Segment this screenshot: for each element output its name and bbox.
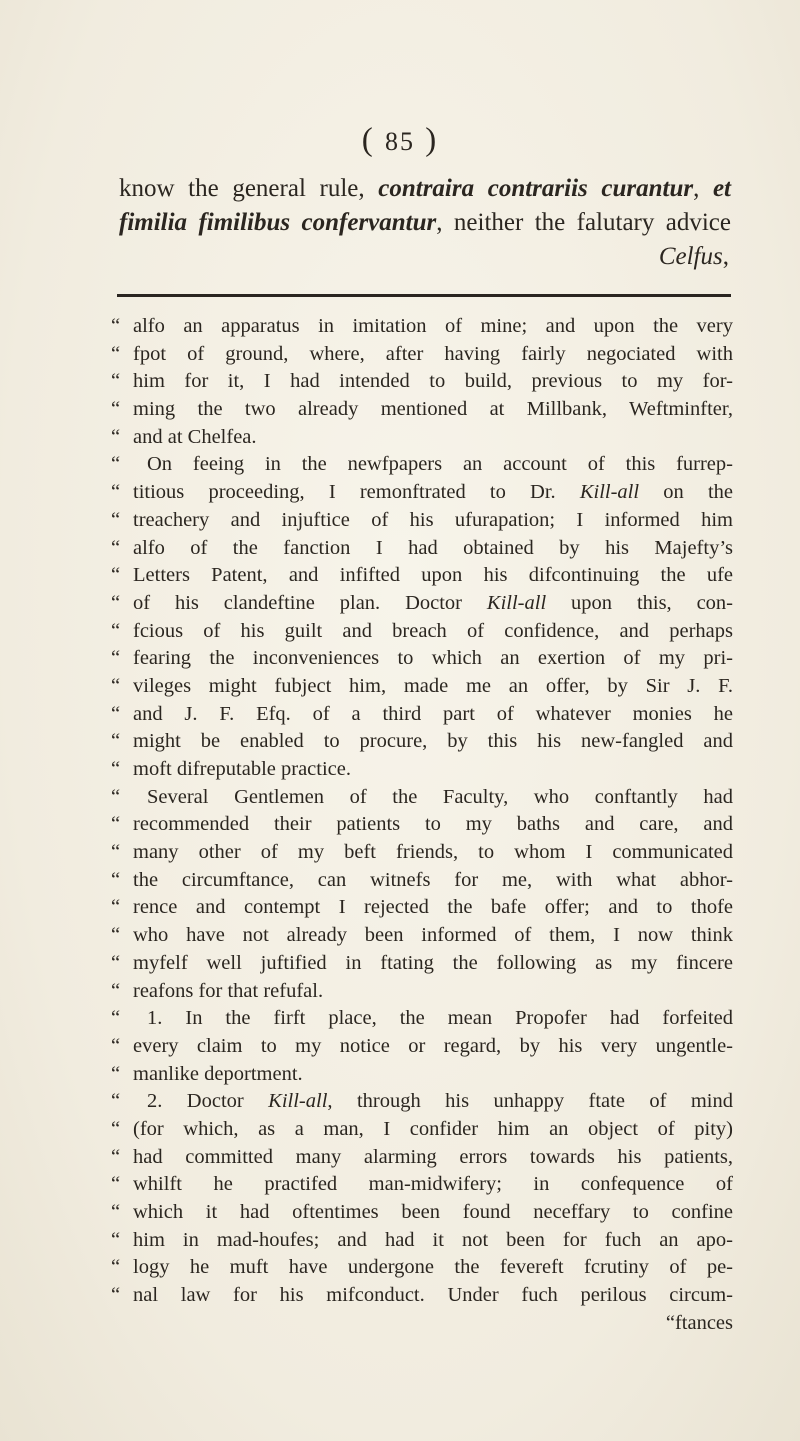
page-number: ( 85 ): [361, 122, 439, 158]
text-line: “ had committed many alarming errors towards his patients,: [111, 1145, 733, 1168]
quoted-text-block: [111, 313, 733, 1337]
text-line: “ which it had oftentimes been found neceffary to confine: [111, 1201, 733, 1223]
text-line: “ recommended their patients to my baths and care, and: [111, 813, 733, 836]
text-line: “ (for which, as a man, I confider him an object of pity): [111, 1117, 733, 1140]
text-line: “ vileges might fubject him, made me an offer, by Sir J. F.: [111, 674, 733, 697]
horizontal-rule: [117, 294, 731, 297]
text-line: “ manlike deportment.: [111, 1062, 303, 1085]
text-line: “ On feeing in the newfpapers an account of this furrep-: [111, 453, 733, 476]
text-line: “ nal law for his mifconduct. Under fuch perilous circum-: [111, 1284, 733, 1307]
text-line: “ fpot of ground, where, after having fairly negociated with: [111, 342, 733, 365]
latin-phrase-1: contraira contrariis curantur: [378, 175, 694, 202]
top-line-2: fimilia fimilibus confervantur, neither the falutary advice: [119, 209, 731, 236]
catchword: Celfus,: [658, 243, 729, 270]
text-line: “ reafons for that refufal.: [111, 979, 324, 1002]
latin-phrase-2: fimilia fimilibus confervantur: [119, 209, 437, 236]
top-paragraph: [119, 172, 731, 274]
text-line: “ might be enabled to procure, by this his new-fangled and: [111, 730, 733, 753]
text-line: “ Letters Patent, and infifted upon his difcontinuing the ufe: [111, 564, 733, 587]
text-line: “ titious proceeding, I remonftrated to Dr. Kill-all on the: [111, 481, 733, 504]
text-line: “ logy he muft have undergone the fevereft fcrutiny of pe-: [111, 1256, 733, 1279]
text-line: “ 2. Doctor Kill-all, through his unhappy ftate of mind: [111, 1090, 733, 1113]
text-line: “ and J. F. Efq. of a third part of whatever monies he: [111, 702, 733, 725]
text-line: “ whilft he practifed man-midwifery; in confequence of: [111, 1173, 733, 1196]
text-line: “ who have not already been informed of them, I now think: [111, 924, 733, 947]
text-line: “ of his clandeftine plan. Doctor Kill-all upon this, con-: [111, 591, 734, 614]
page-number-value: 85: [385, 127, 415, 156]
text-line: “ alfo of the fanction I had obtained by his Majefty’s: [111, 536, 733, 559]
text-line: “ him for it, I had intended to build, previous to my for-: [111, 370, 733, 393]
text-line: “ treachery and injuftice of his ufurapation; I informed him: [111, 508, 733, 531]
text-line: “ and at Chelfea.: [111, 425, 257, 448]
text-line: “ ming the two already mentioned at Millbank, Weftminfter,: [111, 398, 733, 421]
catchword-bottom: “ftances: [665, 1311, 733, 1334]
text-line: “ myfelf well juftified in ftating the following as my fincere: [111, 951, 733, 974]
text-line: “ every claim to my notice or regard, by his very ungentle-: [111, 1034, 733, 1057]
text-line: “ Several Gentlemen of the Faculty, who conftantly had: [111, 785, 733, 808]
text-line: “ fcious of his guilt and breach of confidence, and perhaps: [111, 619, 733, 642]
text-line: “ him in mad-houfes; and had it not been for fuch an apo-: [111, 1228, 733, 1251]
text-line: “ the circumftance, can witnefs for me, with what abhor-: [111, 868, 733, 891]
text-line: “ moft difreputable practice.: [111, 758, 351, 780]
text-line: “ 1. In the firft place, the mean Propofer had forfeited: [111, 1007, 733, 1030]
text-line: “ fearing the inconveniences to which an exertion of my pri-: [111, 647, 733, 670]
top-line-1: know the general rule, contraira contrariis curantur, et: [119, 175, 731, 202]
text-line: “ many other of my beft friends, to whom I communicated: [111, 841, 733, 864]
text-line: “ alfo an apparatus in imitation of mine; and upon the very: [111, 315, 733, 337]
text-line: “ rence and contempt I rejected the bafe offer; and to thofe: [111, 896, 733, 919]
